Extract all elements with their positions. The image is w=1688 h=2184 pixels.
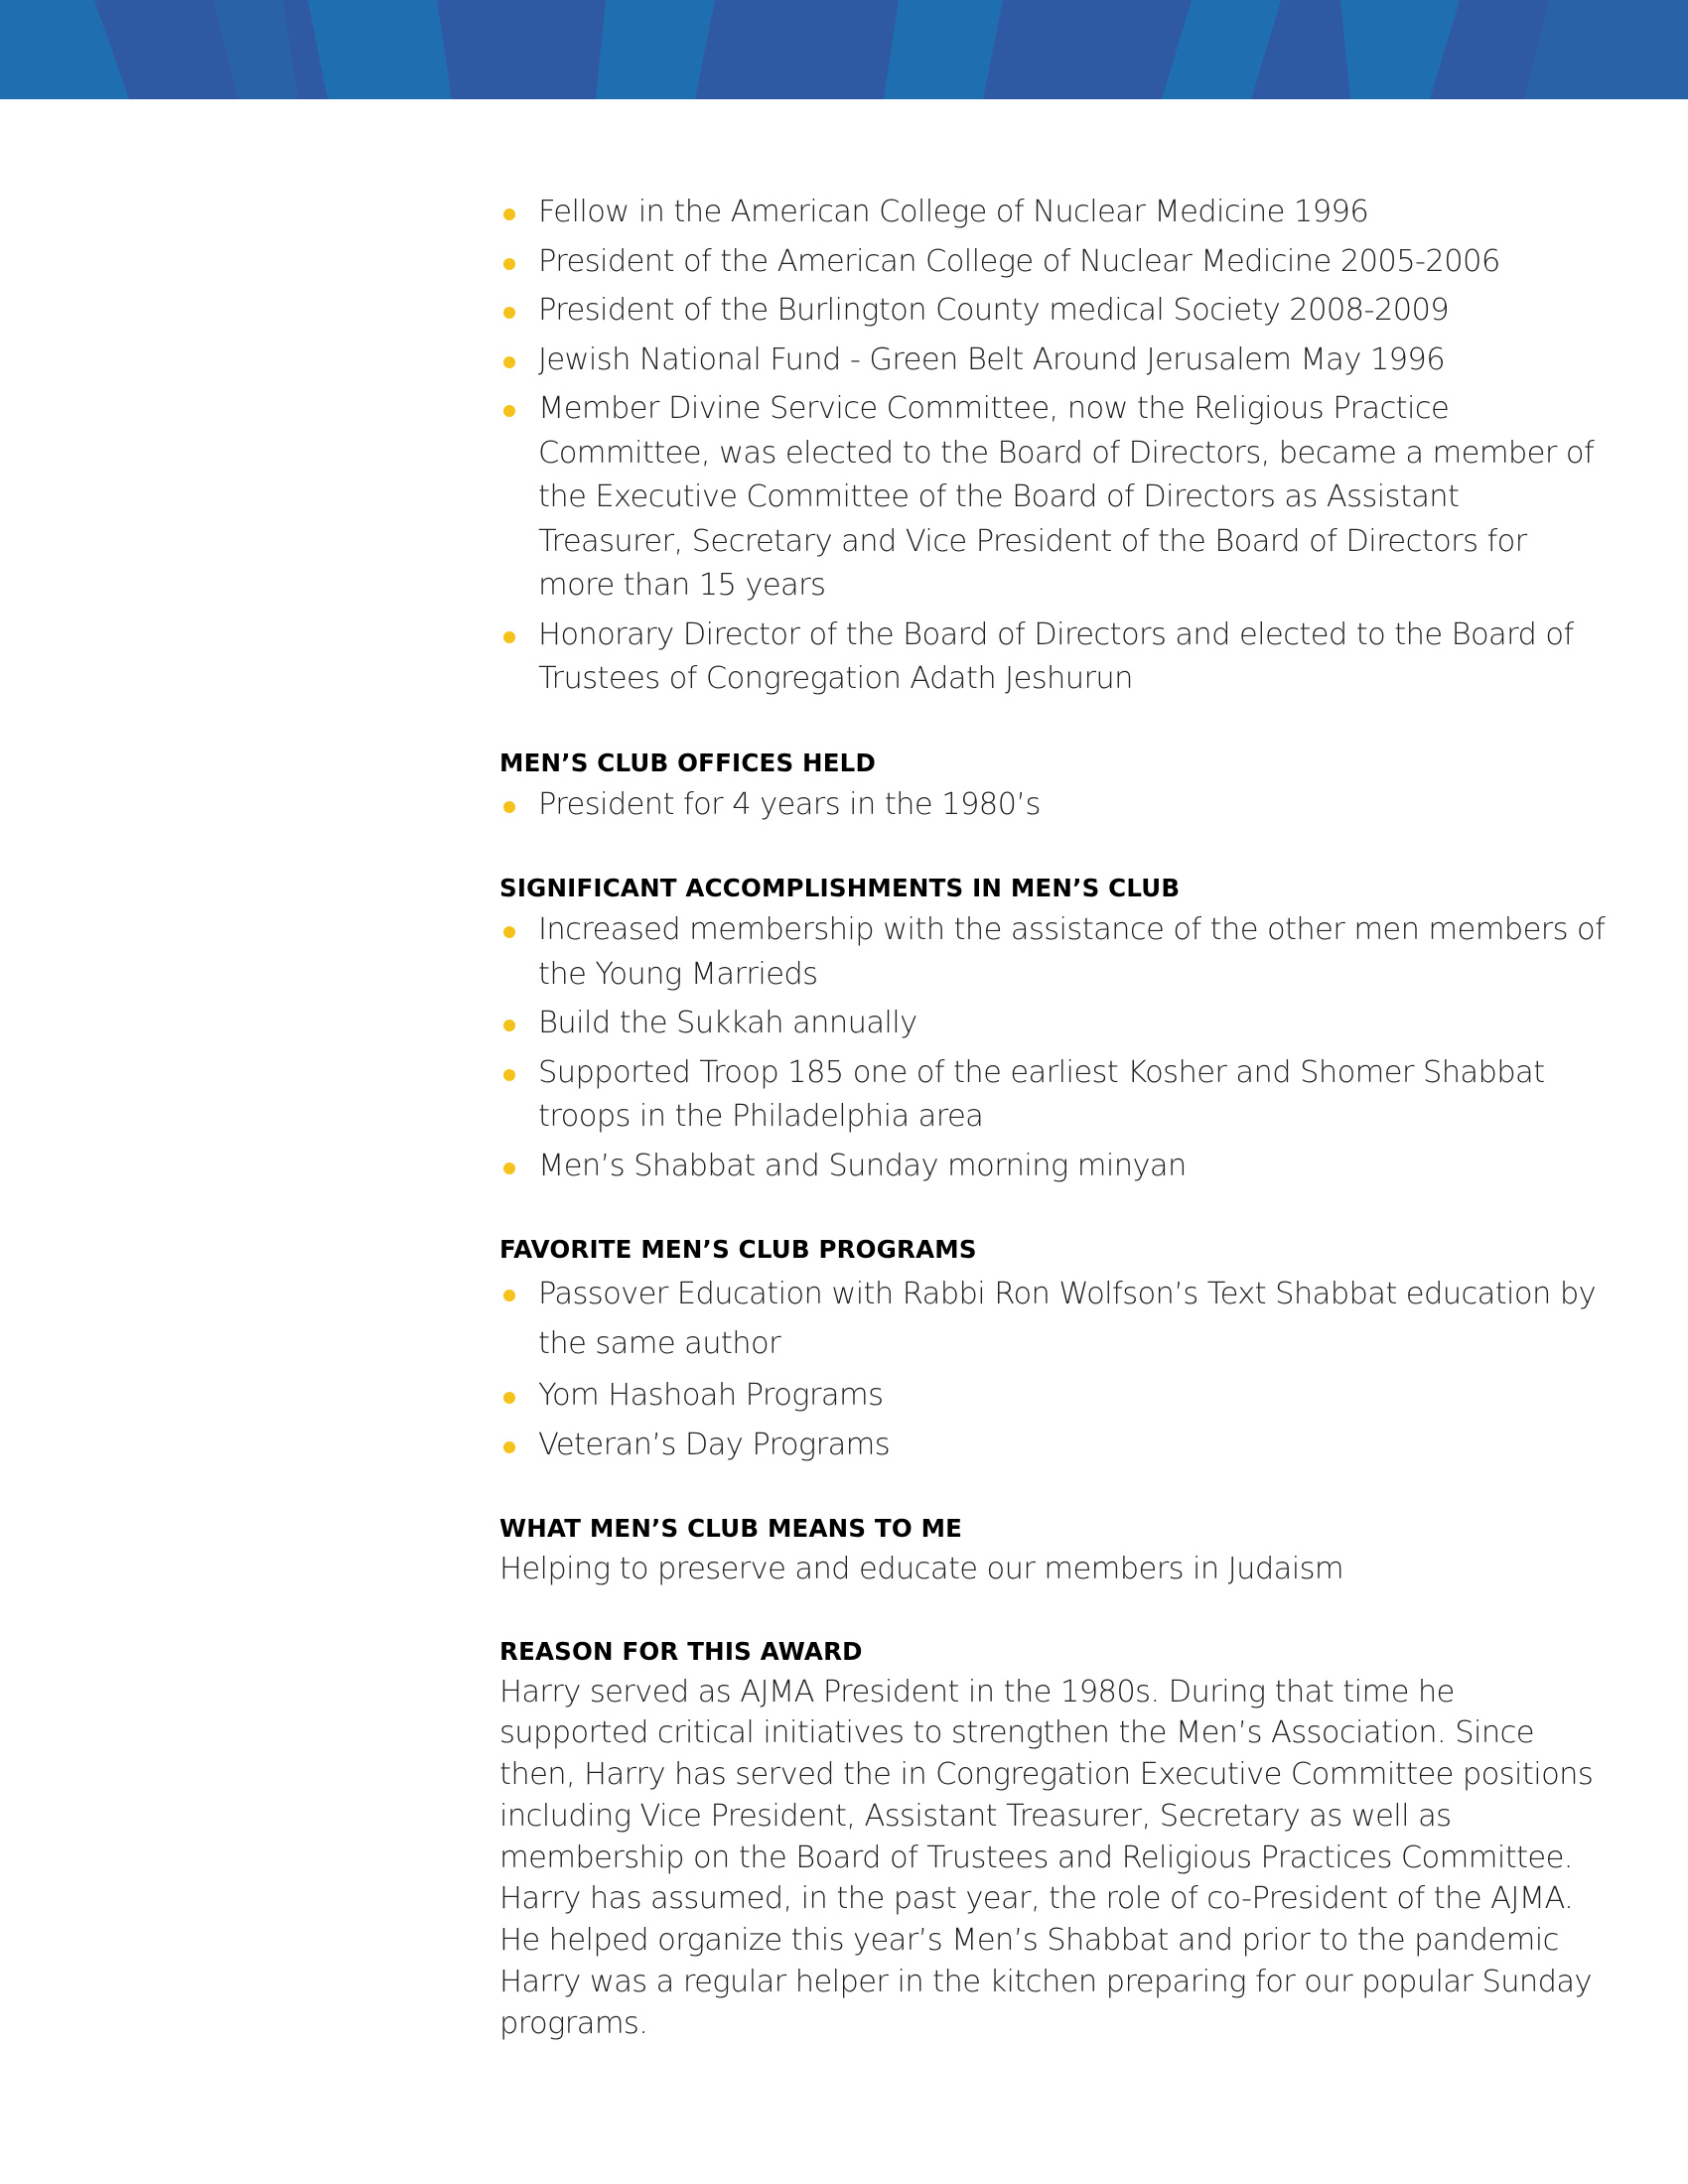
bullet-dot-icon <box>503 926 515 938</box>
offices-section <box>499 748 1612 828</box>
bullet-dot-icon <box>503 307 515 319</box>
top-banner <box>0 0 1688 99</box>
section-heading: SIGNIFICANT ACCOMPLISHMENTS IN MEN’S CLUB <box>499 874 1181 902</box>
accomplishments-list <box>499 908 1612 1188</box>
section-heading: WHAT MEN’S CLUB MEANS TO ME <box>499 1514 963 1543</box>
bullet-dot-icon <box>503 1020 515 1031</box>
list-item-text: Yom Hashoah Programs <box>538 1378 884 1413</box>
bullet-dot-icon <box>503 1392 515 1404</box>
offices-list <box>499 783 1612 828</box>
bullet-dot-icon <box>503 1290 515 1301</box>
list-item-text: President for 4 years in the 1980’s <box>538 786 1041 822</box>
list-item-text: Fellow in the American College of Nuclear Medicine 1996 <box>538 195 1369 229</box>
section-heading: REASON FOR THIS AWARD <box>499 1636 863 1666</box>
list-item <box>499 783 1612 828</box>
programs-list <box>499 1270 1612 1467</box>
bullet-dot-icon <box>503 405 515 417</box>
list-item-text: Supported Troop 185 one of the earliest Kosher and Shomer Shabbat troops in the Philadelphia area <box>538 1054 1545 1134</box>
list-item <box>499 1424 1612 1468</box>
bullet-dot-icon <box>503 356 515 368</box>
list-item <box>499 387 1612 609</box>
list-item-text: Member Divine Service Committee, now the Religious Practice Committee, was elected to the Board of Directors, became a member of the Executive Committee of the Board of Directors as Assistant Treasurer, Secretary and Vice President of the Board of Directors for more than 15 years <box>538 391 1595 603</box>
bullet-dot-icon <box>503 208 515 220</box>
bullet-dot-icon <box>503 801 515 813</box>
list-item <box>499 191 1612 235</box>
list-item-text: Honorary Director of the Board of Directors and elected to the Board of Trustees of Congregation Adath Jeshurun <box>538 616 1574 696</box>
bullet-dot-icon <box>503 1069 515 1081</box>
list-item <box>499 1145 1612 1189</box>
list-item <box>499 908 1612 997</box>
list-item-text: Build the Sukkah annually <box>538 1006 917 1040</box>
accomplishments-section <box>499 873 1612 1188</box>
list-item-text: Jewish National Fund - Green Belt Around Jerusalem May 1996 <box>538 341 1446 377</box>
meaning-text: Helping to preserve and educate our members in Judaism <box>499 1552 1343 1586</box>
list-item-text: Veteran’s Day Programs <box>538 1427 891 1462</box>
list-item <box>499 289 1612 334</box>
bullet-dot-icon <box>503 631 515 643</box>
list-item <box>499 240 1612 285</box>
list-item-text: Men’s Shabbat and Sunday morning minyan <box>538 1148 1187 1183</box>
list-item <box>499 1374 1612 1419</box>
bullet-dot-icon <box>503 1162 515 1174</box>
list-item <box>499 1270 1612 1369</box>
list-item <box>499 1002 1612 1046</box>
list-item-text: President of the American College of Nuclear Medicine 2005-2006 <box>538 243 1500 279</box>
programs-section <box>499 1234 1612 1467</box>
list-item <box>499 614 1612 702</box>
list-item-text: Passover Education with Rabbi Ron Wolfson’s Text Shabbat education by the same author <box>538 1277 1597 1361</box>
list-item <box>499 339 1612 383</box>
bullet-dot-icon <box>503 258 515 270</box>
reason-paragraph: Harry served as AJMA President in the 1980s. During that time he supported critical initiatives to strengthen the Men’s Association. Since then, Harry has served the in Congregation Executive Committee positions including Vice President, Assistant Treasurer, Secretary as well as membership on the Board of Trustees and Religious Practices Committee. Harry has assumed, in the past year, the role of co-President of the AJMA. He helped organize this year’s Men’s Shabbat and prior to the pandemic Harry was a regular helper in the kitchen preparing for our popular Sunday programs. <box>499 1674 1594 2041</box>
credentials-list <box>499 191 1612 702</box>
list-item <box>499 1051 1612 1140</box>
meaning-section <box>499 1513 1612 1590</box>
profile-content <box>499 191 1612 2045</box>
reason-section <box>499 1636 1612 2045</box>
section-heading: FAVORITE MEN’S CLUB PROGRAMS <box>499 1235 977 1264</box>
list-item-text: President of the Burlington County medical Society 2008-2009 <box>538 293 1450 328</box>
banner-stripes-graphic <box>0 0 1688 99</box>
list-item-text: Increased membership with the assistance of the other men members of the Young Marrieds <box>538 912 1606 992</box>
bullet-dot-icon <box>503 1441 515 1453</box>
section-heading: MEN’S CLUB OFFICES HELD <box>499 748 877 777</box>
